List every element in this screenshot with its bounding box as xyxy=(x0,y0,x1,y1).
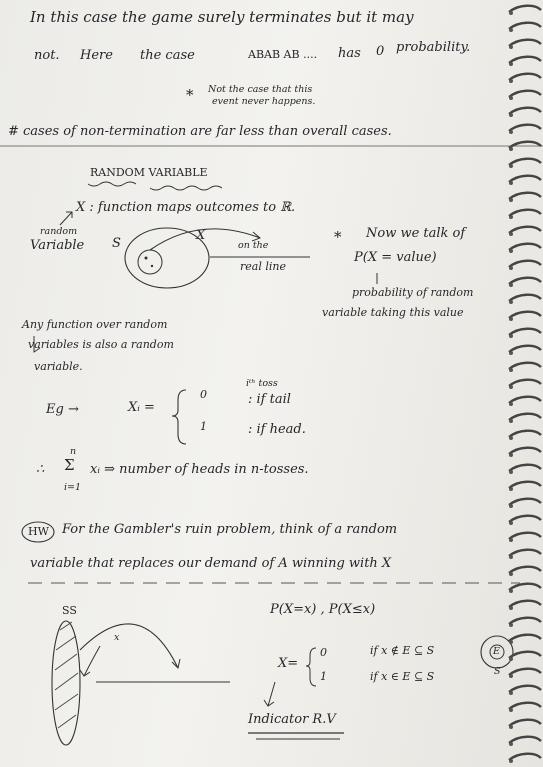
spiral-hole xyxy=(509,657,513,661)
case-condition: if x ∈ E ⊆ S xyxy=(370,670,435,683)
indicator-label: Indicator R.V xyxy=(248,712,336,727)
spiral-coil xyxy=(509,601,541,607)
spiral-hole xyxy=(509,45,513,49)
spiral-coil xyxy=(509,193,541,199)
spiral-coil xyxy=(509,737,541,743)
spiral-coil xyxy=(509,312,541,318)
spiral-hole xyxy=(509,402,513,406)
spiral-hole xyxy=(509,538,513,542)
spiral-hole xyxy=(509,555,513,559)
case-value: 1 xyxy=(200,420,207,433)
spiral-binding xyxy=(507,0,543,767)
spiral-coil xyxy=(509,397,541,403)
spiral-coil xyxy=(509,720,541,726)
note-text: variable taking this value xyxy=(322,306,464,319)
spiral-coil xyxy=(509,567,541,573)
spiral-coil xyxy=(509,754,541,760)
spiral-hole xyxy=(509,215,513,219)
note-text: the case xyxy=(140,48,195,63)
inner-circle xyxy=(138,250,162,274)
spiral-hole xyxy=(509,572,513,576)
formula: P(X=x) , P(X≤x) xyxy=(270,602,376,617)
hw-badge: HW xyxy=(28,525,49,538)
spiral-coil xyxy=(509,465,541,471)
formula: P(X = value) xyxy=(354,250,437,265)
spiral-coil xyxy=(509,142,541,148)
aside-text: Not the case that this xyxy=(208,84,313,95)
spiral-hole xyxy=(509,470,513,474)
brace xyxy=(172,390,186,444)
spiral-hole xyxy=(509,606,513,610)
spiral-coil xyxy=(509,533,541,539)
spiral-coil xyxy=(509,703,541,709)
spiral-hole xyxy=(509,96,513,100)
spiral-hole xyxy=(509,436,513,440)
spiral-hole xyxy=(509,113,513,117)
spiral-hole xyxy=(509,79,513,83)
spiral-hole xyxy=(509,266,513,270)
section-heading: RANDOM VARIABLE xyxy=(90,166,208,179)
underline-squiggle xyxy=(88,182,136,186)
spiral-coil xyxy=(509,108,541,114)
spiral-coil xyxy=(509,448,541,454)
definition: X : function maps outcomes to ℝ. xyxy=(76,200,296,215)
spiral-coil xyxy=(509,40,541,46)
formula: xᵢ ⇒ number of heads in n-tosses. xyxy=(90,462,309,477)
spiral-coil xyxy=(509,278,541,284)
ss-oval xyxy=(52,621,80,745)
note-text: has xyxy=(338,46,361,61)
hw-text: For the Gambler's ruin problem, think of a random xyxy=(62,522,398,537)
sum-symbol: Σ xyxy=(64,456,75,474)
star-mark: * xyxy=(186,86,194,104)
note-text: not. xyxy=(34,48,60,63)
spiral-hole xyxy=(509,674,513,678)
spiral-coil xyxy=(509,363,541,369)
spiral-hole xyxy=(509,28,513,32)
formula: Xᵢ = xyxy=(128,400,155,415)
spiral-hole xyxy=(509,300,513,304)
spiral-hole xyxy=(509,11,513,15)
spiral-hole xyxy=(509,623,513,627)
sum-lower: i=1 xyxy=(64,482,82,493)
spiral-coil xyxy=(509,550,541,556)
spiral-coil xyxy=(509,244,541,250)
spiral-hole xyxy=(509,130,513,134)
spiral-hole xyxy=(509,351,513,355)
sum-upper: n xyxy=(70,446,77,457)
spiral-coil xyxy=(509,227,541,233)
underline-squiggle xyxy=(150,186,222,190)
spiral-hole xyxy=(509,691,513,695)
label-small: random xyxy=(40,226,78,237)
x-arrow-label: X xyxy=(196,228,206,243)
formula: X= xyxy=(278,656,299,671)
hw-text: variable that replaces our demand of A winning with X xyxy=(30,556,392,571)
spiral-coil xyxy=(509,295,541,301)
spiral-coil xyxy=(509,74,541,80)
s-label: S xyxy=(494,666,501,677)
note-text: 0 xyxy=(376,44,385,59)
spiral-coil xyxy=(509,669,541,675)
note-text: Any function over random xyxy=(22,318,168,331)
spiral-hole xyxy=(509,62,513,66)
spiral-coil xyxy=(509,414,541,420)
spiral-hole xyxy=(509,283,513,287)
spiral-coil xyxy=(509,91,541,97)
spiral-hole xyxy=(509,589,513,593)
spiral-coil xyxy=(509,618,541,624)
spiral-hole xyxy=(509,368,513,372)
spiral-hole xyxy=(509,487,513,491)
label: Variable xyxy=(30,238,85,253)
spiral-hole xyxy=(509,198,513,202)
example-label: Eg → xyxy=(46,402,79,417)
spiral-hole xyxy=(509,521,513,525)
spiral-coil xyxy=(509,686,541,692)
spiral-coil xyxy=(509,346,541,352)
spiral-coil xyxy=(509,6,541,12)
note-text: variable. xyxy=(34,360,83,373)
case-condition: : if tail xyxy=(248,392,291,407)
note-text: Now we talk of xyxy=(366,226,466,241)
spiral-coil xyxy=(509,482,541,488)
spiral-coil xyxy=(509,584,541,590)
spiral-coil xyxy=(509,499,541,505)
spiral-hole xyxy=(509,419,513,423)
spiral-hole xyxy=(509,385,513,389)
spiral-coil xyxy=(509,176,541,182)
e-label: E xyxy=(493,646,500,657)
spiral-hole xyxy=(509,504,513,508)
therefore-symbol: ∴ xyxy=(36,462,45,477)
label: on the xyxy=(238,240,269,251)
case-value: 1 xyxy=(320,670,327,683)
spiral-coil xyxy=(509,57,541,63)
spiral-hole xyxy=(509,181,513,185)
x-label: x xyxy=(114,632,120,643)
spiral-coil xyxy=(509,431,541,437)
case-value: 0 xyxy=(320,646,327,659)
spiral-coil xyxy=(509,159,541,165)
note-text: variables is also a random xyxy=(28,338,174,351)
spiral-coil xyxy=(509,23,541,29)
ss-label: SS xyxy=(62,604,77,617)
spiral-coil xyxy=(509,380,541,386)
note-text: probability. xyxy=(396,40,471,55)
label: iᵗʰ toss xyxy=(246,378,278,389)
spiral-coil xyxy=(509,652,541,658)
aside-text: event never happens. xyxy=(212,96,316,107)
spiral-hole xyxy=(509,640,513,644)
case-condition: : if head. xyxy=(248,422,306,437)
note-line: # cases of non-termination are far less than overall cases. xyxy=(8,124,392,139)
spiral-hole xyxy=(509,334,513,338)
spiral-hole xyxy=(509,317,513,321)
s-label: S xyxy=(112,236,121,251)
spiral-hole xyxy=(509,759,513,763)
spiral-hole xyxy=(509,164,513,168)
spiral-hole xyxy=(509,147,513,151)
spiral-coil xyxy=(509,516,541,522)
note-line: In this case the game surely terminates but it may xyxy=(30,8,414,26)
spiral-coil xyxy=(509,125,541,131)
note-text: probability of random xyxy=(352,286,474,299)
note-text: ABAB AB .... xyxy=(248,48,318,61)
spiral-hole xyxy=(509,249,513,253)
spiral-coil xyxy=(509,210,541,216)
spiral-coil xyxy=(509,635,541,641)
case-condition: if x ∉ E ⊆ S xyxy=(370,644,435,657)
spiral-coil xyxy=(509,261,541,267)
spiral-hole xyxy=(509,725,513,729)
star-mark: * xyxy=(334,228,342,246)
spiral-hole xyxy=(509,708,513,712)
spiral-coil xyxy=(509,329,541,335)
spiral-hole xyxy=(509,742,513,746)
note-text: Here xyxy=(80,48,113,63)
spiral-hole xyxy=(509,232,513,236)
case-value: 0 xyxy=(200,388,207,401)
spiral-hole xyxy=(509,453,513,457)
mapping-arrow-2 xyxy=(80,624,178,668)
label: real line xyxy=(240,260,286,273)
